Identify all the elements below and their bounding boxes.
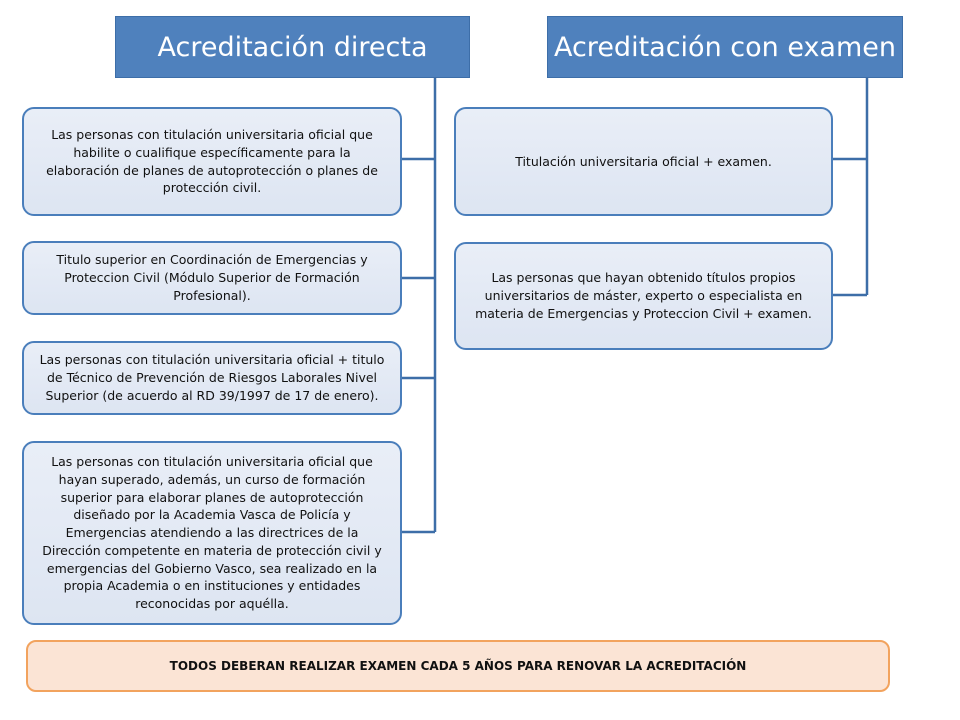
footer-text: TODOS DEBERAN REALIZAR EXAMEN CADA 5 AÑOS PARA RENOVAR LA ACREDITACIÓN <box>169 659 747 673</box>
left-item-2: Titulo superior en Coordinación de Emergencias y Proteccion Civil (Módulo Superior de Formación Profesional). <box>22 241 402 315</box>
right-header <box>547 16 903 78</box>
left-item-1: Las personas con titulación universitaria oficial que habilite o cualifique específicamente para la elaboración de planes de autoprotección o planes de protección civil. <box>22 107 402 216</box>
left-header-title: Acreditación directa <box>157 31 428 63</box>
right-item-2: Las personas que hayan obtenido títulos propios universitarios de máster, experto o especialista en materia de Emergencias y Proteccion Civil + examen. <box>454 242 833 350</box>
left-header <box>115 16 470 78</box>
right-header-title: Acreditación con examen <box>553 31 897 63</box>
footer-banner <box>26 640 890 692</box>
left-item-3: Las personas con titulación universitaria oficial + titulo de Técnico de Prevención de Riesgos Laborales Nivel Superior (de acuerdo al RD 39/1997 de 17 de enero). <box>22 341 402 415</box>
right-item-1: Titulación universitaria oficial + examen. <box>454 107 833 216</box>
left-item-4: Las personas con titulación universitaria oficial que hayan superado, además, un curso de formación superior para elaborar planes de autoprotección diseñado por la Academia Vasca de Policía y Emergencias atendiendo a las directrices de la Dirección competente en materia de protección civil y emergencias del Gobierno Vasco, sea realizado en la propia Academia o en instituciones y entidades reconocidas por aquélla. <box>22 441 402 625</box>
